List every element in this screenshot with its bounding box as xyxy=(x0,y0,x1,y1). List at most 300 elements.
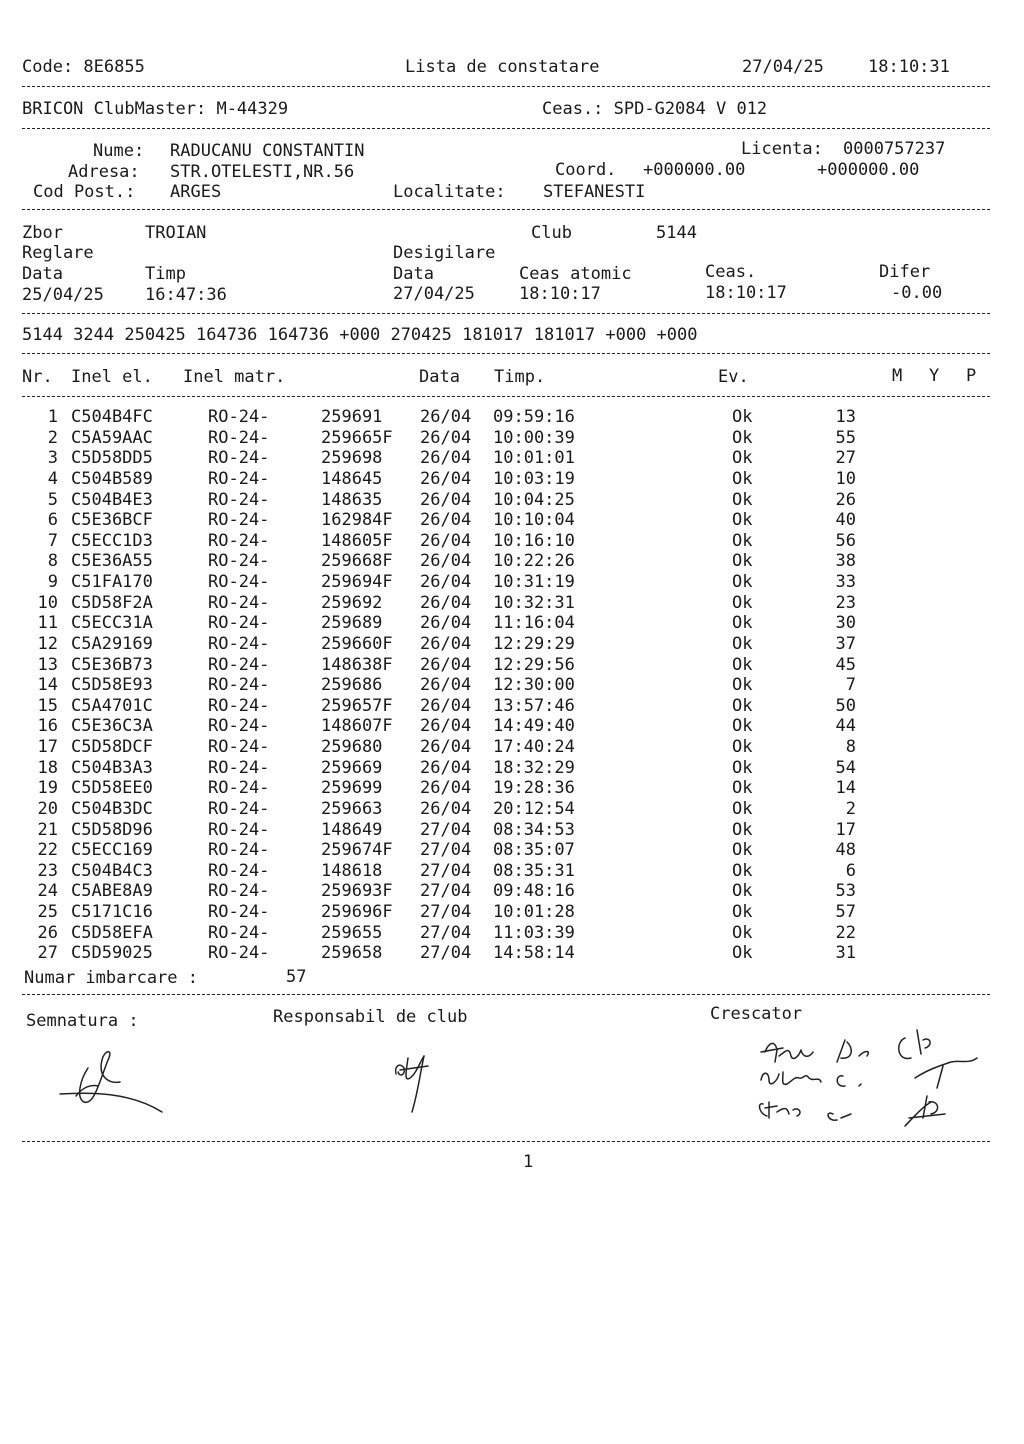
event-status: Ok xyxy=(732,840,753,861)
table-row xyxy=(0,613,1024,634)
electronic-ring: C5ECC31A xyxy=(71,613,153,634)
electronic-ring: C5A29169 xyxy=(71,633,153,654)
basketing-count: 57 xyxy=(286,967,307,987)
m-value: 6 xyxy=(845,860,856,881)
electronic-ring: C5A4701C xyxy=(71,695,153,716)
ring-prefix: RO-24- xyxy=(208,592,270,613)
row-number: 19 xyxy=(37,778,58,799)
ring-number: 259668F xyxy=(321,551,393,572)
m-value: 56 xyxy=(835,530,856,551)
arrival-time: 12:29:56 xyxy=(493,654,575,675)
arrival-date: 27/04 xyxy=(420,902,472,922)
address-value: STR.OTELESTI,NR.56 xyxy=(170,162,355,182)
event-status: Ok xyxy=(732,427,753,448)
electronic-ring: C5D58F2A xyxy=(71,592,153,613)
table-row xyxy=(0,820,1024,841)
row-number: 23 xyxy=(37,860,58,881)
difference-value: -0.00 xyxy=(891,283,943,303)
electronic-ring: C504B4C3 xyxy=(71,860,153,881)
divider xyxy=(22,396,990,397)
m-value: 33 xyxy=(835,572,856,592)
locality-value: STEFANESTI xyxy=(543,182,646,202)
m-value: 2 xyxy=(845,798,856,819)
coord-1: +000000.00 xyxy=(643,160,746,180)
ring-number: 259660F xyxy=(321,633,393,654)
ring-prefix: RO-24- xyxy=(208,427,270,448)
ring-number: 148605F xyxy=(321,530,393,551)
clock-header: Ceas. xyxy=(705,262,757,282)
m-value: 13 xyxy=(835,407,856,427)
arrival-date: 26/04 xyxy=(420,737,472,757)
arrival-time: 08:35:07 xyxy=(493,840,575,861)
arrival-time: 08:35:31 xyxy=(493,860,575,881)
table-row xyxy=(0,490,1024,511)
event-status: Ok xyxy=(732,922,753,943)
ring-number: 259689 xyxy=(321,613,383,634)
electronic-ring: C5D58DCF xyxy=(71,737,153,757)
postcode-label: Cod Post.: xyxy=(33,182,136,202)
m-value: 10 xyxy=(835,468,856,489)
breeder-label: Crescator xyxy=(710,1004,803,1024)
electronic-ring: C5171C16 xyxy=(71,902,153,922)
row-number: 24 xyxy=(37,881,58,902)
table-row xyxy=(0,428,1024,449)
ring-prefix: RO-24- xyxy=(208,902,270,922)
arrival-time: 14:49:40 xyxy=(493,716,575,737)
col-inel-matr: Inel matr. xyxy=(183,367,286,387)
arrival-date: 26/04 xyxy=(420,407,472,427)
col-p: P xyxy=(966,366,977,386)
arrival-date: 26/04 xyxy=(420,468,472,489)
header-time: 18:10:31 xyxy=(868,57,950,77)
arrival-date: 26/04 xyxy=(420,716,472,737)
ring-prefix: RO-24- xyxy=(208,448,270,469)
row-number: 25 xyxy=(37,902,58,922)
arrival-date: 27/04 xyxy=(420,922,472,943)
ring-number: 148649 xyxy=(321,819,383,840)
table-row xyxy=(0,510,1024,531)
postcode-value: ARGES xyxy=(170,182,222,202)
row-number: 14 xyxy=(37,675,58,696)
ring-number: 259694F xyxy=(321,572,393,592)
m-value: 31 xyxy=(835,943,856,964)
arrival-time: 10:01:28 xyxy=(493,902,575,922)
m-value: 55 xyxy=(835,427,856,448)
divider xyxy=(22,209,990,210)
arrival-time: 10:01:01 xyxy=(493,448,575,469)
club-label: Club xyxy=(531,223,572,243)
table-row xyxy=(0,407,1024,428)
row-number: 2 xyxy=(47,427,58,448)
electronic-ring: C5D58EFA xyxy=(71,922,153,943)
row-number: 5 xyxy=(47,489,58,510)
arrival-time: 12:29:29 xyxy=(493,633,575,654)
table-row xyxy=(0,593,1024,614)
ring-number: 162984F xyxy=(321,510,393,531)
electronic-ring: C504B589 xyxy=(71,468,153,489)
ring-number: 259674F xyxy=(321,840,393,861)
arrival-time: 08:34:53 xyxy=(493,819,575,840)
ring-number: 259699 xyxy=(321,778,383,799)
fancier-name: RADUCANU CONSTANTIN xyxy=(170,141,365,161)
event-status: Ok xyxy=(732,468,753,489)
table-row xyxy=(0,737,1024,758)
license-label: Licenta: xyxy=(741,139,823,159)
arrival-time: 14:58:14 xyxy=(493,943,575,964)
event-status: Ok xyxy=(732,654,753,675)
row-number: 17 xyxy=(37,737,58,757)
arrival-date: 26/04 xyxy=(420,613,472,634)
ring-prefix: RO-24- xyxy=(208,840,270,861)
arrival-date: 26/04 xyxy=(420,572,472,592)
arrival-date: 26/04 xyxy=(420,798,472,819)
basketing-count-label: Numar imbarcare : xyxy=(24,968,198,988)
row-number: 15 xyxy=(37,695,58,716)
arrival-time: 09:48:16 xyxy=(493,881,575,902)
m-value: 53 xyxy=(835,881,856,902)
m-value: 26 xyxy=(835,489,856,510)
unsealing-label: Desigilare xyxy=(393,243,496,263)
electronic-ring: C5E36B73 xyxy=(71,654,153,675)
electronic-ring: C504B3DC xyxy=(71,798,153,819)
ring-number: 148645 xyxy=(321,468,383,489)
row-number: 21 xyxy=(37,819,58,840)
arrival-date: 26/04 xyxy=(420,695,472,716)
ring-number: 259692 xyxy=(321,592,383,613)
event-status: Ok xyxy=(732,633,753,654)
ring-number: 259696F xyxy=(321,902,393,922)
table-row xyxy=(0,572,1024,593)
ring-number: 148635 xyxy=(321,489,383,510)
ring-prefix: RO-24- xyxy=(208,468,270,489)
table-row xyxy=(0,675,1024,696)
ring-prefix: RO-24- xyxy=(208,798,270,819)
table-row xyxy=(0,902,1024,923)
ring-prefix: RO-24- xyxy=(208,922,270,943)
locality-label: Localitate: xyxy=(393,182,506,202)
ring-prefix: RO-24- xyxy=(208,757,270,778)
arrival-time: 11:03:39 xyxy=(493,922,575,943)
row-number: 10 xyxy=(37,592,58,613)
table-row xyxy=(0,696,1024,717)
ring-number: 259680 xyxy=(321,737,383,757)
arrival-time: 10:16:10 xyxy=(493,530,575,551)
ring-prefix: RO-24- xyxy=(208,633,270,654)
m-value: 30 xyxy=(835,613,856,634)
m-value: 14 xyxy=(835,778,856,799)
row-number: 4 xyxy=(47,468,58,489)
m-value: 40 xyxy=(835,510,856,531)
electronic-ring: C5ECC169 xyxy=(71,840,153,861)
club-value: 5144 xyxy=(656,223,697,243)
ring-prefix: RO-24- xyxy=(208,407,270,427)
event-status: Ok xyxy=(732,881,753,902)
address-label: Adresa: xyxy=(68,162,140,182)
electronic-ring: C5D58D96 xyxy=(71,819,153,840)
col-timp: Timp. xyxy=(494,367,546,387)
ring-prefix: RO-24- xyxy=(208,737,270,757)
m-value: 27 xyxy=(835,448,856,469)
m-value: 8 xyxy=(845,737,856,757)
arrival-date: 27/04 xyxy=(420,860,472,881)
ring-number: 148638F xyxy=(321,654,393,675)
ring-prefix: RO-24- xyxy=(208,819,270,840)
table-row xyxy=(0,551,1024,572)
setting-label: Reglare xyxy=(22,243,94,263)
electronic-ring: C5ABE8A9 xyxy=(71,881,153,902)
row-number: 6 xyxy=(47,510,58,531)
clock-label: Ceas.: SPD-G2084 V 012 xyxy=(542,99,768,119)
arrival-date: 26/04 xyxy=(420,489,472,510)
m-value: 45 xyxy=(835,654,856,675)
event-status: Ok xyxy=(732,943,753,964)
table-row xyxy=(0,799,1024,820)
electronic-ring: C504B4FC xyxy=(71,407,153,427)
table-row xyxy=(0,448,1024,469)
arrival-date: 27/04 xyxy=(420,840,472,861)
setting-time: 16:47:36 xyxy=(145,285,227,305)
ring-prefix: RO-24- xyxy=(208,572,270,592)
arrival-time: 12:30:00 xyxy=(493,675,575,696)
code-line: 5144 3244 250425 164736 164736 +000 270425 181017 181017 +000 +000 xyxy=(22,325,698,345)
arrival-time: 20:12:54 xyxy=(493,798,575,819)
event-status: Ok xyxy=(732,757,753,778)
page-number: 1 xyxy=(523,1152,534,1172)
row-number: 1 xyxy=(47,407,58,427)
event-status: Ok xyxy=(732,860,753,881)
electronic-ring: C504B3A3 xyxy=(71,757,153,778)
m-value: 57 xyxy=(835,902,856,922)
event-status: Ok xyxy=(732,592,753,613)
arrival-time: 09:59:16 xyxy=(493,407,575,427)
col-inel-el: Inel el. xyxy=(71,367,153,387)
ring-number: 148618 xyxy=(321,860,383,881)
col-data: Data xyxy=(419,367,460,387)
m-value: 38 xyxy=(835,551,856,572)
table-row xyxy=(0,716,1024,737)
ring-number: 259657F xyxy=(321,695,393,716)
m-value: 37 xyxy=(835,633,856,654)
arrival-date: 26/04 xyxy=(420,592,472,613)
row-number: 8 xyxy=(47,551,58,572)
event-status: Ok xyxy=(732,695,753,716)
event-status: Ok xyxy=(732,572,753,592)
ring-prefix: RO-24- xyxy=(208,551,270,572)
col-nr: Nr. xyxy=(22,367,53,387)
arrival-date: 26/04 xyxy=(420,675,472,696)
electronic-ring: C5D58DD5 xyxy=(71,448,153,469)
arrival-date: 26/04 xyxy=(420,778,472,799)
ring-prefix: RO-24- xyxy=(208,654,270,675)
document-title: Lista de constatare xyxy=(405,57,600,77)
coord-2: +000000.00 xyxy=(817,160,920,180)
divider xyxy=(22,994,990,995)
ring-number: 148607F xyxy=(321,716,393,737)
electronic-ring: C5E36C3A xyxy=(71,716,153,737)
ring-prefix: RO-24- xyxy=(208,675,270,696)
event-status: Ok xyxy=(732,613,753,634)
table-row xyxy=(0,758,1024,779)
arrival-date: 26/04 xyxy=(420,654,472,675)
club-responsible-label: Responsabil de club xyxy=(273,1007,468,1027)
table-row xyxy=(0,531,1024,552)
arrival-time: 10:00:39 xyxy=(493,427,575,448)
coord-label: Coord. xyxy=(555,160,617,180)
event-status: Ok xyxy=(732,530,753,551)
electronic-ring: C5ECC1D3 xyxy=(71,530,153,551)
license-value: 0000757237 xyxy=(843,139,946,159)
breeder-signatures xyxy=(755,1022,1005,1132)
col-ev: Ev. xyxy=(718,367,749,387)
m-value: 23 xyxy=(835,592,856,613)
row-number: 26 xyxy=(37,922,58,943)
event-status: Ok xyxy=(732,551,753,572)
clubmaster-label: BRICON ClubMaster: M-44329 xyxy=(22,99,289,119)
electronic-ring: C5D58EE0 xyxy=(71,778,153,799)
event-status: Ok xyxy=(732,716,753,737)
event-status: Ok xyxy=(732,778,753,799)
arrival-date: 26/04 xyxy=(420,448,472,469)
table-row xyxy=(0,840,1024,861)
event-status: Ok xyxy=(732,407,753,427)
electronic-ring: C5D59025 xyxy=(71,943,153,964)
electronic-ring: C504B4E3 xyxy=(71,489,153,510)
atomic-clock-header: Ceas atomic xyxy=(519,264,632,284)
unsealing-date: 27/04/25 xyxy=(393,284,475,304)
setting-time-header: Timp xyxy=(145,264,186,284)
ring-prefix: RO-24- xyxy=(208,778,270,799)
arrival-time: 10:04:25 xyxy=(493,489,575,510)
m-value: 50 xyxy=(835,695,856,716)
table-row xyxy=(0,923,1024,944)
arrival-date: 26/04 xyxy=(420,530,472,551)
electronic-ring: C51FA170 xyxy=(71,572,153,592)
divider xyxy=(22,128,990,129)
arrival-date: 27/04 xyxy=(420,819,472,840)
arrival-time: 10:22:26 xyxy=(493,551,575,572)
arrival-time: 13:57:46 xyxy=(493,695,575,716)
event-status: Ok xyxy=(732,798,753,819)
arrival-time: 10:32:31 xyxy=(493,592,575,613)
ring-number: 259663 xyxy=(321,798,383,819)
electronic-ring: C5E36A55 xyxy=(71,551,153,572)
electronic-ring: C5A59AAC xyxy=(71,427,153,448)
header-date: 27/04/25 xyxy=(742,57,824,77)
event-status: Ok xyxy=(732,448,753,469)
arrival-date: 27/04 xyxy=(420,943,472,964)
table-row xyxy=(0,469,1024,490)
arrival-time: 17:40:24 xyxy=(493,737,575,757)
m-value: 17 xyxy=(835,819,856,840)
ring-prefix: RO-24- xyxy=(208,860,270,881)
arrival-date: 26/04 xyxy=(420,633,472,654)
ring-prefix: RO-24- xyxy=(208,510,270,531)
setting-date: 25/04/25 xyxy=(22,285,104,305)
electronic-ring: C5D58E93 xyxy=(71,675,153,696)
event-status: Ok xyxy=(732,489,753,510)
m-value: 22 xyxy=(835,922,856,943)
table-row xyxy=(0,634,1024,655)
row-number: 9 xyxy=(47,572,58,592)
m-value: 54 xyxy=(835,757,856,778)
signature-2 xyxy=(390,1052,435,1118)
table-row xyxy=(0,861,1024,882)
ring-prefix: RO-24- xyxy=(208,530,270,551)
table-row xyxy=(0,655,1024,676)
ring-prefix: RO-24- xyxy=(208,695,270,716)
table-row xyxy=(0,943,1024,964)
arrival-date: 26/04 xyxy=(420,510,472,531)
arrival-time: 10:31:19 xyxy=(493,572,575,592)
electronic-ring: C5E36BCF xyxy=(71,510,153,531)
arrival-date: 26/04 xyxy=(420,427,472,448)
m-value: 48 xyxy=(835,840,856,861)
arrival-date: 26/04 xyxy=(420,551,472,572)
arrival-date: 27/04 xyxy=(420,881,472,902)
divider xyxy=(22,1141,990,1142)
arrival-time: 18:32:29 xyxy=(493,757,575,778)
ring-number: 259698 xyxy=(321,448,383,469)
divider xyxy=(22,86,990,87)
event-status: Ok xyxy=(732,819,753,840)
divider xyxy=(22,353,990,354)
arrival-date: 26/04 xyxy=(420,757,472,778)
row-number: 12 xyxy=(37,633,58,654)
arrival-time: 11:16:04 xyxy=(493,613,575,634)
setting-date-header: Data xyxy=(22,264,63,284)
event-status: Ok xyxy=(732,510,753,531)
ring-number: 259655 xyxy=(321,922,383,943)
m-value: 44 xyxy=(835,716,856,737)
flight-name: TROIAN xyxy=(145,223,207,243)
row-number: 18 xyxy=(37,757,58,778)
name-label: Nume: xyxy=(93,141,145,161)
row-number: 7 xyxy=(47,530,58,551)
ring-prefix: RO-24- xyxy=(208,716,270,737)
col-y: Y xyxy=(929,366,940,386)
ring-number: 259691 xyxy=(321,407,383,427)
clock-time: 18:10:17 xyxy=(705,283,787,303)
ring-number: 259669 xyxy=(321,757,383,778)
row-number: 20 xyxy=(37,798,58,819)
m-value: 7 xyxy=(845,675,856,696)
ring-number: 259686 xyxy=(321,675,383,696)
ring-prefix: RO-24- xyxy=(208,881,270,902)
unsealing-date-header: Data xyxy=(393,264,434,284)
code-label: Code: 8E6855 xyxy=(22,57,145,77)
ring-number: 259658 xyxy=(321,943,383,964)
signature-1 xyxy=(50,1040,180,1120)
row-number: 27 xyxy=(37,943,58,964)
signature-label: Semnatura : xyxy=(26,1011,139,1031)
flight-label: Zbor xyxy=(22,223,63,243)
row-number: 22 xyxy=(37,840,58,861)
arrival-time: 10:03:19 xyxy=(493,468,575,489)
ring-prefix: RO-24- xyxy=(208,489,270,510)
arrival-time: 19:28:36 xyxy=(493,778,575,799)
ring-prefix: RO-24- xyxy=(208,613,270,634)
table-row xyxy=(0,778,1024,799)
row-number: 16 xyxy=(37,716,58,737)
event-status: Ok xyxy=(732,737,753,757)
table-row xyxy=(0,881,1024,902)
event-status: Ok xyxy=(732,675,753,696)
ring-number: 259665F xyxy=(321,427,393,448)
event-status: Ok xyxy=(732,902,753,922)
divider xyxy=(22,313,990,314)
atomic-clock-time: 18:10:17 xyxy=(519,284,601,304)
row-number: 3 xyxy=(47,448,58,469)
